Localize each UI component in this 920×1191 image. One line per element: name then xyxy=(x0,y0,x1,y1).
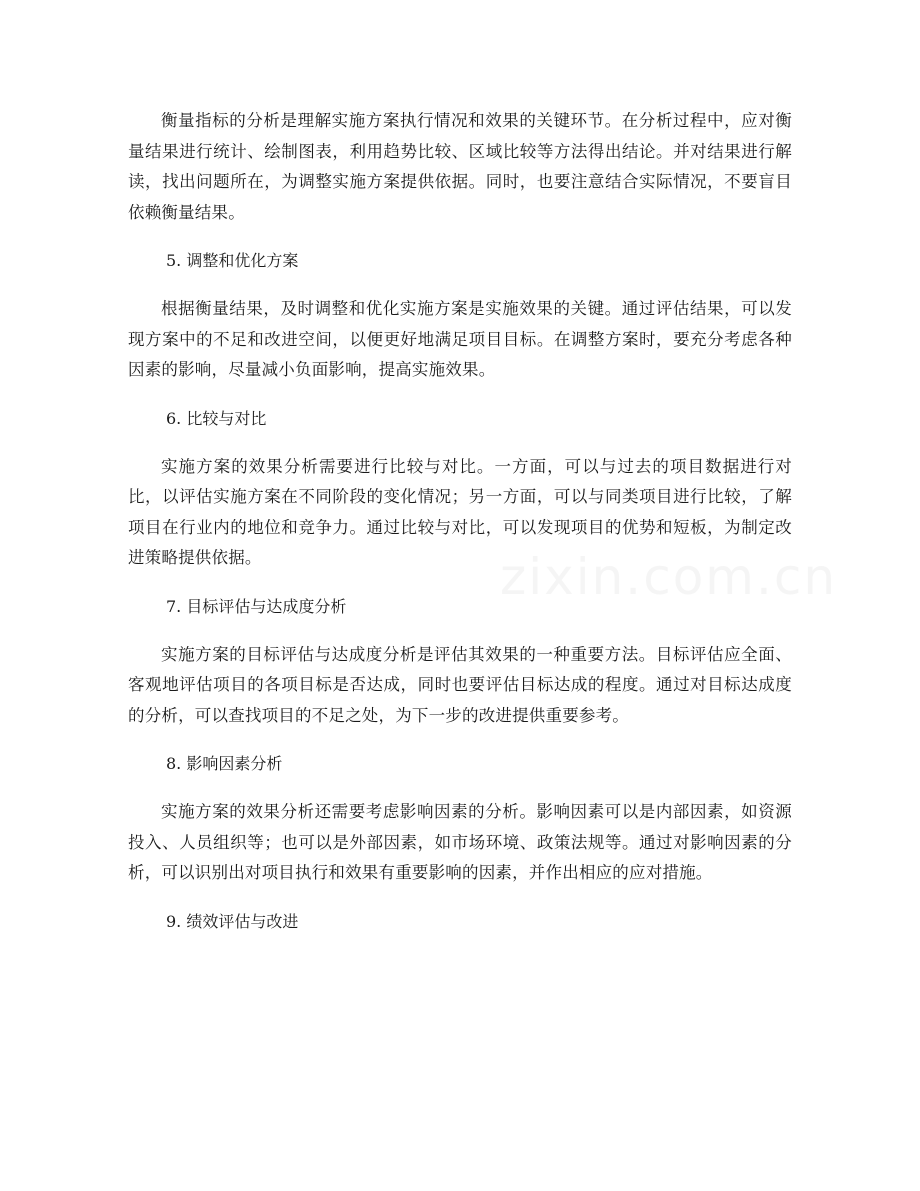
paragraph-influence-factors: 实施方案的效果分析还需要考虑影响因素的分析。影响因素可以是内部因素，如资源投入、人员组织等；也可以是外部因素，如市场环境、政策法规等。通过对影响因素的分析，可以识别出对项目执行和效果有重要影响的因素，并作出相应的应对措施。 xyxy=(128,802,792,882)
heading-compare-contrast: 6. 比较与对比 xyxy=(166,408,267,428)
paragraph-adjust-optimize: 根据衡量结果，及时调整和优化实施方案是实施效果的关键。通过评估结果，可以发现方案中的不足和改进空间，以便更好地满足项目目标。在调整方案时，要充分考虑各种因素的影响，尽量减小负面影响，提高实施效果。 xyxy=(128,299,792,379)
heading-influence-factors: 8. 影响因素分析 xyxy=(166,754,283,773)
document-body xyxy=(128,106,792,955)
paragraph-goal-evaluation: 实施方案的目标评估与达成度分析是评估其效果的一种重要方法。目标评估应全面、客观地评估项目的各项目标是否达成，同时也要评估目标达成的程度。通过对目标达成度的分析，可以查找项目的不足之处，为下一步的改进提供重要参考。 xyxy=(128,644,792,725)
paragraph-compare-contrast: 实施方案的效果分析需要进行比较与对比。一方面，可以与过去的项目数据进行对比，以评估实施方案在不同阶段的变化情况；另一方面，可以与同类项目进行比较，了解项目在行业内的地位和竞争力。通过比较与对比，可以发现项目的优势和短板，为制定改进策略提供依据。 xyxy=(128,456,792,567)
paragraph-measurement-analysis: 衡量指标的分析是理解实施方案执行情况和效果的关键环节。在分析过程中，应对衡量结果进行统计、绘制图表，利用趋势比较、区域比较等方法得出结论。并对结果进行解读，找出问题所在，为调整实施方案提供依据。同时，也要注意结合实际情况，不要盲目依赖衡量结果。 xyxy=(128,111,792,222)
watermark: zixin.com.cn xyxy=(500,548,838,606)
heading-goal-evaluation: 7. 目标评估与达成度分析 xyxy=(166,596,347,616)
heading-performance-evaluation: 9. 绩效评估与改进 xyxy=(166,911,299,931)
heading-adjust-optimize: 5. 调整和优化方案 xyxy=(166,251,299,270)
